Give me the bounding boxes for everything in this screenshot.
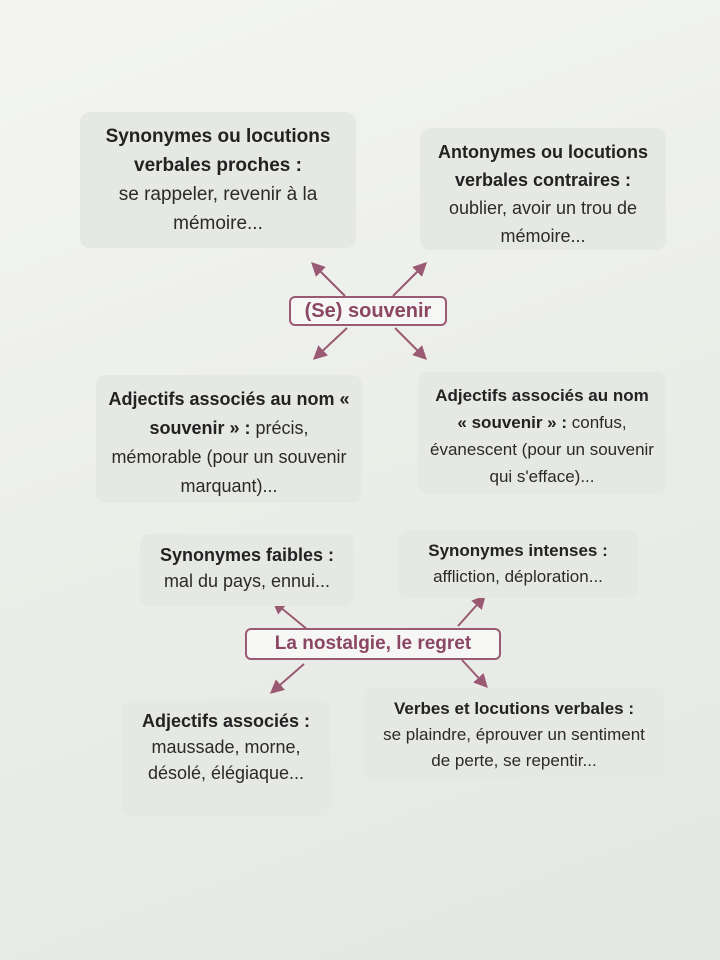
arrow-to-antonyms (393, 264, 425, 296)
antonyms-title: Antonymes ou locutions verbales contraires : (437, 142, 648, 190)
synonyms-title: Synonymes ou locutions verbales proches : (105, 126, 331, 176)
adjectives-left-box (96, 375, 362, 503)
synonyms-body: se rappeler, revenir à la mémoire... (118, 184, 318, 234)
antonyms-body: oublier, avoir un trou de mémoire... (448, 198, 638, 246)
adjectives-right-box (418, 372, 666, 494)
arrow-to-intense (458, 597, 484, 626)
verbs-box (364, 688, 664, 780)
adjectives-right-body: confus, évanescent (pour un souvenir qui s'efface)... (430, 413, 654, 486)
hub-se-souvenir (289, 296, 447, 326)
intense-synonyms-box (398, 530, 638, 598)
adjectives-left-title: Adjectifs associés au nom « souvenir » : (108, 389, 350, 438)
weak-synonyms-body: mal du pays, ennui... (163, 571, 331, 591)
adjectives-right-title: Adjectifs associés au nom « souvenir » : (435, 386, 649, 432)
arrow-to-synonyms (313, 264, 345, 296)
weak-synonyms-box (140, 534, 354, 606)
intense-synonyms-title: Synonymes intenses : (428, 541, 608, 560)
antonyms-box (420, 128, 666, 250)
hub-nostalgie (245, 628, 501, 660)
synonyms-box (80, 112, 356, 248)
adjectives-body: maussade, morne, désolé, élégiaque... (147, 737, 305, 783)
adjectives-left-body: précis, mémorable (pour un souvenir marquant)... (111, 418, 347, 496)
arrow-to-adjectives (272, 664, 304, 692)
adjectives-title: Adjectifs associés : (141, 711, 311, 731)
arrow-to-adj-left (315, 328, 347, 358)
arrow-to-adj-right (395, 328, 425, 358)
weak-synonyms-title: Synonymes faibles : (159, 545, 335, 565)
arrow-to-verbs (462, 660, 486, 686)
arrow-to-weak (274, 602, 308, 630)
hub-nostalgie-label: La nostalgie, le regret (274, 633, 472, 654)
verbs-title: Verbes et locutions verbales : (394, 699, 634, 718)
hub-se-souvenir-label: (Se) souvenir (304, 300, 432, 322)
adjectives-box (122, 700, 330, 816)
verbs-body: se plaindre, éprouver un sentiment de perte, se repentir... (383, 725, 645, 770)
intense-synonyms-body: affliction, déploration... (433, 567, 603, 586)
